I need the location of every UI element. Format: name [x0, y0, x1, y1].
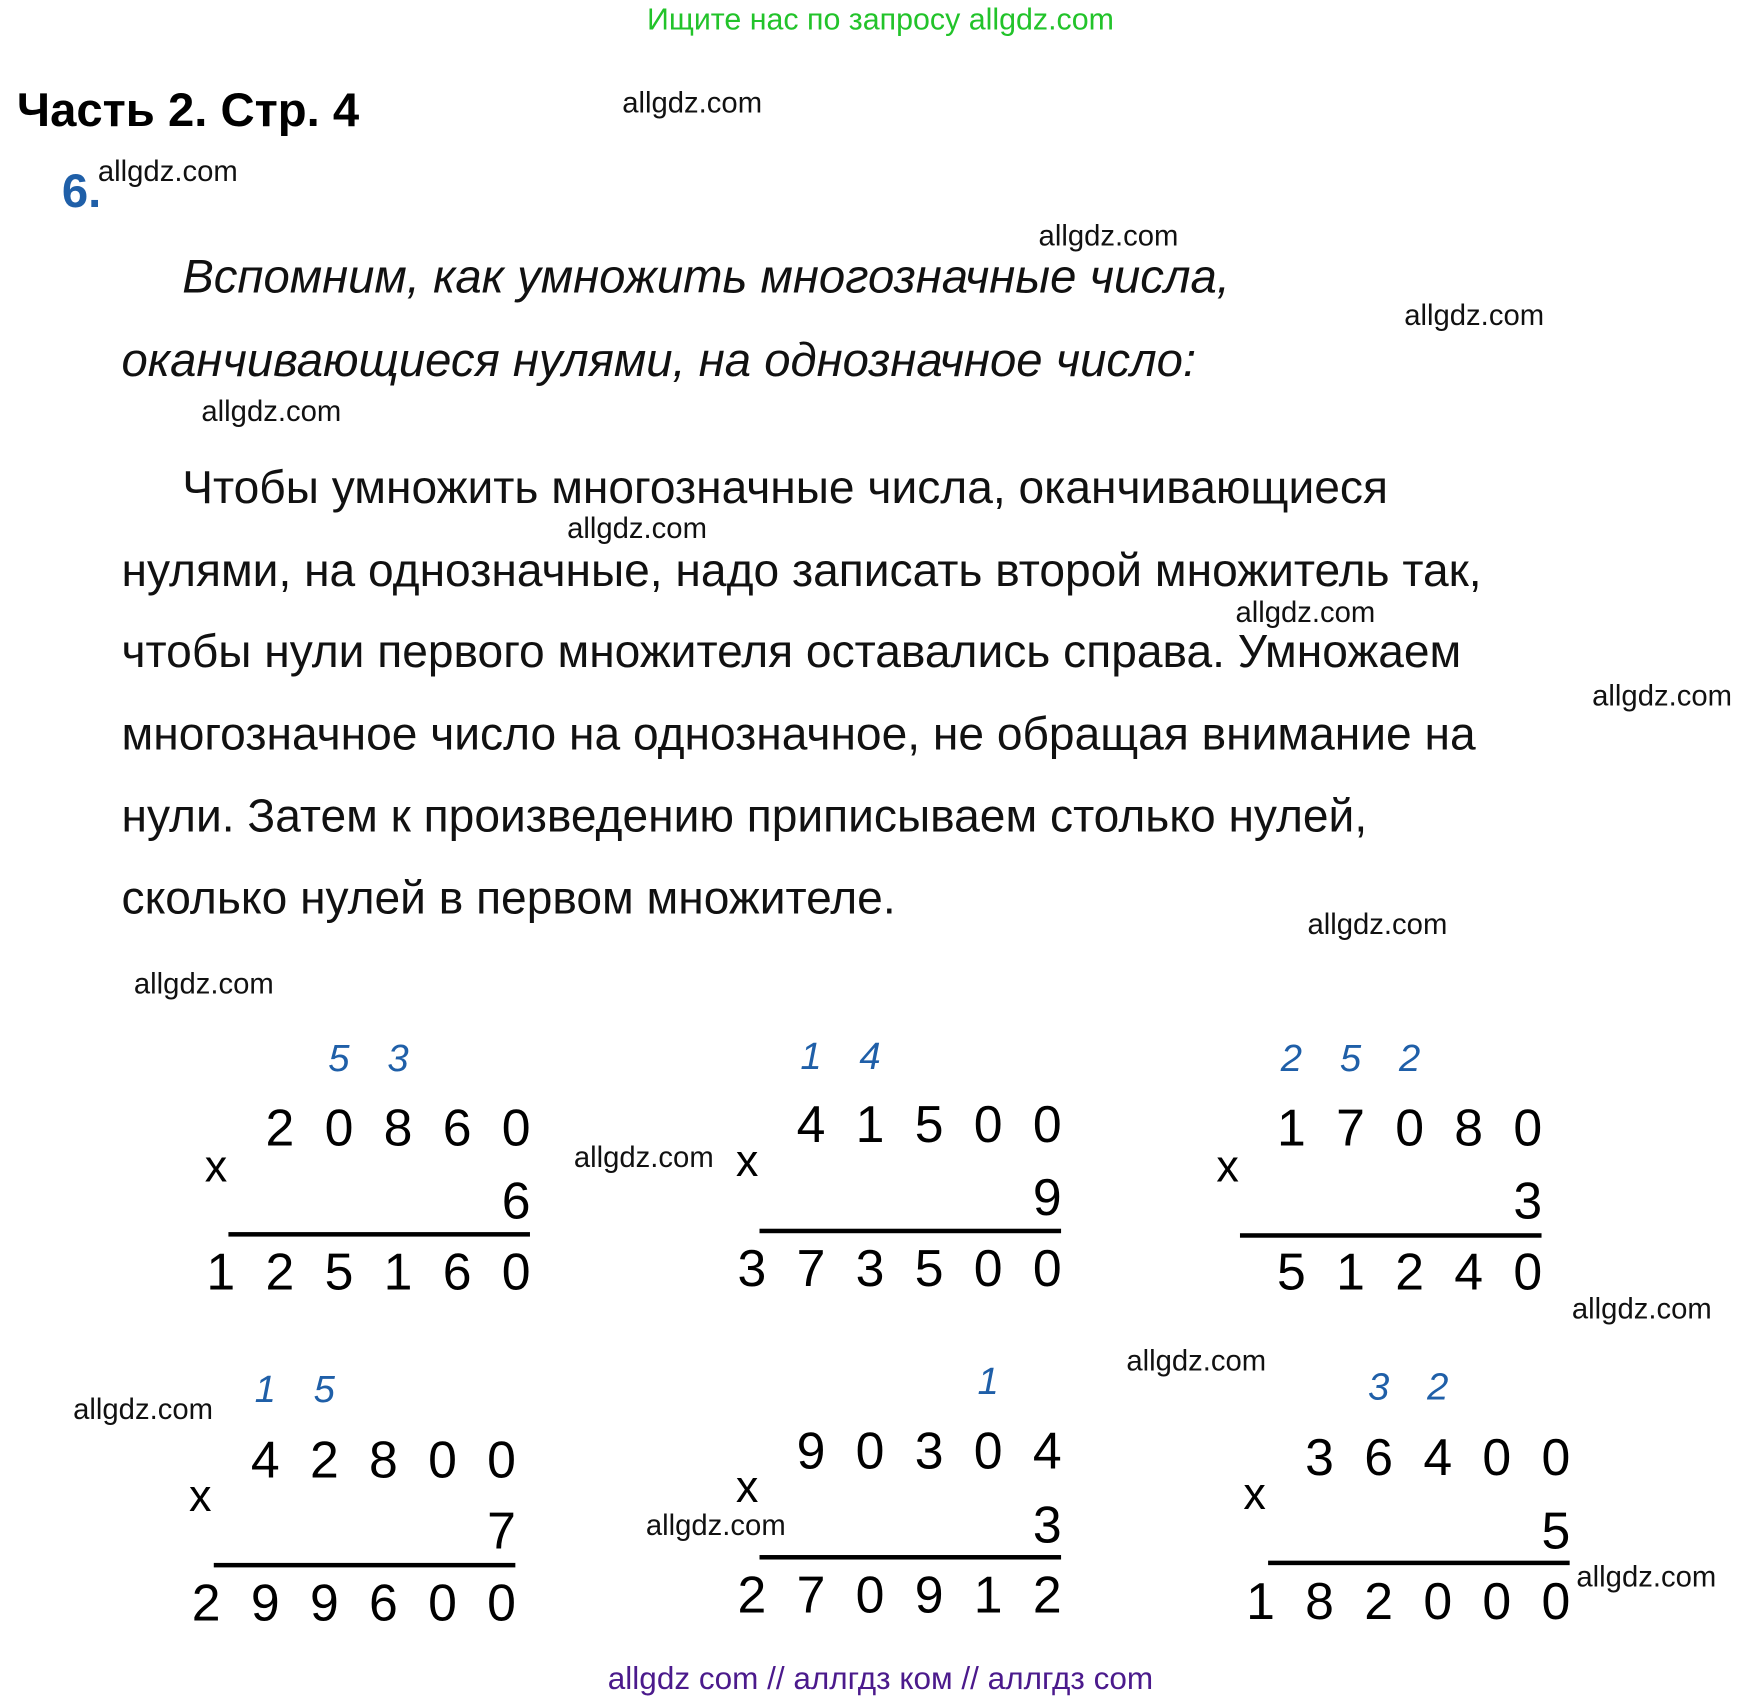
multiply-sign: x: [1216, 1142, 1239, 1192]
rule-line-6: сколько нулей в первом множителе.: [121, 872, 896, 924]
multiply-sign: x: [735, 1136, 759, 1186]
watermark: allgdz.com: [201, 393, 342, 428]
product: 5 1 2 4 0: [1277, 1242, 1543, 1301]
first-factor: 3 6 4 0 0: [1305, 1427, 1571, 1487]
watermark: allgdz.com: [1404, 298, 1545, 332]
result-line: [760, 1555, 1062, 1560]
multiply-sign: x: [189, 1471, 212, 1522]
second-factor: 6: [501, 1171, 531, 1230]
rule-line-1: Чтобы умножить многозначные числа, оканчивающиеся: [182, 461, 1388, 514]
multiply-sign: x: [735, 1462, 759, 1513]
search-banner[interactable]: Ищите нас по запросу allgdz.com: [647, 2, 1114, 37]
first-factor: 2 0 8 6 0: [265, 1098, 531, 1157]
watermark: allgdz.com: [1307, 906, 1448, 941]
result-line: [760, 1229, 1062, 1234]
watermark: allgdz.com: [1126, 1343, 1267, 1378]
product: 2 7 0 9 1 2: [737, 1565, 1062, 1624]
product: 2 9 9 6 0 0: [191, 1573, 516, 1632]
carry-digits: 2 5 2: [1280, 1037, 1421, 1081]
result-line: [214, 1563, 516, 1568]
intro-line-1: Вспомним, как умножить многозначные числа,: [182, 249, 1230, 303]
first-factor: 4 2 8 0 0: [250, 1430, 516, 1489]
intro-line-2: оканчивающиеся нулями, на однозначное число:: [121, 333, 1197, 386]
product: 1 8 2 0 0 0: [1246, 1571, 1571, 1631]
task-number: 6.: [61, 164, 102, 218]
second-factor: 5: [1541, 1501, 1571, 1560]
carry-digits: 1 5: [254, 1368, 335, 1412]
footer-links[interactable]: allgdz com // аллгдз ком // аллгдз com: [607, 1660, 1154, 1696]
product: 1 2 5 1 6 0: [206, 1242, 531, 1301]
second-factor: 7: [487, 1501, 516, 1560]
watermark: allgdz.com: [573, 1139, 714, 1174]
watermark: allgdz.com: [567, 510, 707, 545]
watermark: allgdz.com: [1571, 1291, 1712, 1326]
first-factor: 9 0 3 0 4: [796, 1421, 1062, 1480]
first-factor: 1 7 0 8 0: [1277, 1098, 1543, 1157]
watermark: allgdz.com: [1235, 595, 1376, 629]
carry-digits: 1: [977, 1360, 999, 1404]
watermark: allgdz.com: [133, 966, 274, 1001]
carry-digits: 3 2: [1367, 1365, 1449, 1409]
rule-line-2: нулями, на однозначные, надо записать второй множитель так,: [121, 544, 1482, 597]
watermark: allgdz.com: [622, 85, 763, 120]
watermark: allgdz.com: [73, 1391, 213, 1426]
second-factor: 9: [1032, 1167, 1062, 1227]
rule-line-3: чтобы нули первого множителя оставались справа. Умножаем: [121, 625, 1462, 678]
multiply-sign: x: [1243, 1469, 1266, 1520]
carry-digits: 5 3: [328, 1037, 409, 1081]
watermark: allgdz.com: [1038, 218, 1179, 253]
rule-line-4: многозначное число на однозначное, не обращая внимание на: [121, 707, 1476, 760]
result-line: [1240, 1233, 1542, 1238]
first-factor: 4 1 5 0 0: [796, 1094, 1062, 1154]
result-line: [1268, 1561, 1570, 1566]
page-title: Часть 2. Стр. 4: [16, 83, 360, 137]
second-factor: 3: [1032, 1495, 1062, 1554]
watermark: allgdz.com: [645, 1507, 786, 1542]
carry-digits: 1 4: [800, 1035, 881, 1078]
rule-line-5: нули. Затем к произведению приписываем столько нулей,: [121, 789, 1368, 842]
watermark: allgdz.com: [1576, 1559, 1717, 1594]
watermark: allgdz.com: [97, 154, 238, 188]
watermark: allgdz.com: [1592, 678, 1732, 713]
product: 3 7 3 5 0 0: [737, 1238, 1062, 1298]
multiply-sign: x: [204, 1142, 228, 1192]
result-line: [228, 1232, 530, 1237]
second-factor: 3: [1513, 1171, 1543, 1230]
